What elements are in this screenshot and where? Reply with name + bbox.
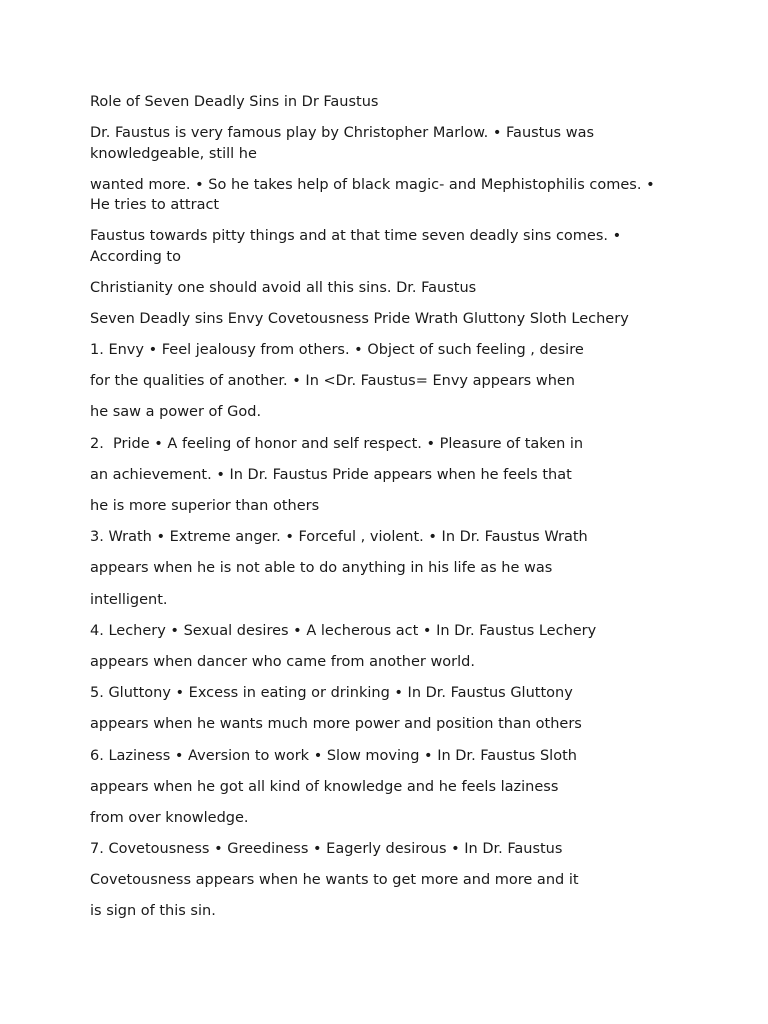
paragraph: 2. Pride • A feeling of honor and self respect. • Pleasure of taken in: [90, 435, 584, 452]
paragraph: Christianity one should avoid all this sins. Dr. Faustus: [90, 279, 477, 296]
paragraph: appears when he got all kind of knowledge and he feels laziness: [90, 778, 559, 795]
paragraph: appears when he wants much more power and position than others: [90, 716, 582, 733]
paragraph: appears when he is not able to do anything in his life as he was: [90, 560, 553, 577]
paragraph: he is more superior than others: [90, 498, 320, 514]
paragraph: intelligent.: [90, 591, 168, 608]
document-body: [90, 92, 690, 933]
paragraph: 5. Gluttony • Excess in eating or drinking • In Dr. Faustus Gluttony: [90, 685, 573, 702]
paragraph: from over knowledge.: [90, 809, 249, 826]
paragraph: wanted more. • So he takes help of black magic- and Mephistophilis comes. • He tries to attract: [90, 176, 655, 214]
paragraph: for the qualities of another. • In <Dr. Faustus= Envy appears when: [90, 373, 575, 390]
document-title: Role of Seven Deadly Sins in Dr Faustus: [90, 94, 379, 110]
paragraph: appears when dancer who came from another world.: [90, 653, 475, 670]
paragraph: 1. Envy • Feel jealousy from others. • Object of such feeling , desire: [90, 342, 584, 359]
paragraph: an achievement. • In Dr. Faustus Pride appears when he feels that: [90, 466, 572, 483]
paragraph: he saw a power of God.: [90, 404, 262, 421]
paragraph: Faustus towards pitty things and at that time seven deadly sins comes. • According to: [90, 228, 622, 265]
paragraph: 6. Laziness • Aversion to work • Slow moving • In Dr. Faustus Sloth: [90, 747, 577, 764]
paragraph: 4. Lechery • Sexual desires • A lecherous act • In Dr. Faustus Lechery: [90, 622, 597, 639]
paragraph: 7. Covetousness • Greediness • Eagerly desirous • In Dr. Faustus: [90, 841, 563, 858]
paragraph: Covetousness appears when he wants to get more and more and it: [90, 872, 579, 889]
paragraph: 3. Wrath • Extreme anger. • Forceful , violent. • In Dr. Faustus Wrath: [90, 529, 588, 546]
paragraph: Seven Deadly sins Envy Covetousness Pride Wrath Gluttony Sloth Lechery: [90, 310, 629, 327]
paragraph: Dr. Faustus is very famous play by Christopher Marlow. • Faustus was knowledgeable, still he: [90, 125, 595, 162]
paragraph: is sign of this sin.: [90, 903, 216, 920]
